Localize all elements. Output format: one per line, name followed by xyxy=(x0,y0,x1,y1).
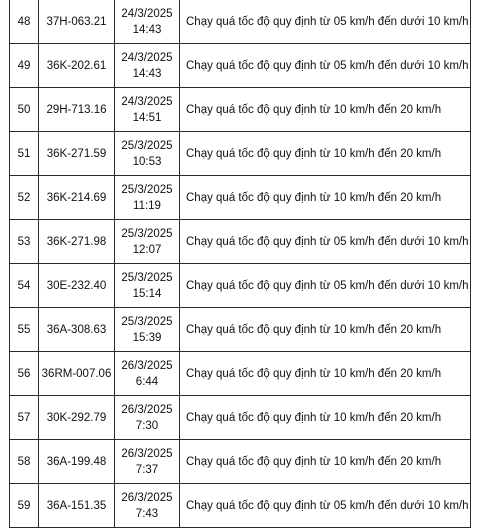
license-plate: 36A-151.35 xyxy=(39,484,115,528)
row-number: 59 xyxy=(10,484,39,528)
violation-description: Chạy quá tốc độ quy định từ 05 km/h đến dưới 10 km/h xyxy=(180,44,471,88)
table-row xyxy=(10,0,471,44)
row-number: 49 xyxy=(10,44,39,88)
violation-description: Chạy quá tốc độ quy định từ 05 km/h đến dưới 10 km/h xyxy=(180,264,471,308)
violation-time: 7:43 xyxy=(135,507,159,520)
violation-datetime xyxy=(115,0,180,44)
license-plate: 36A-308.63 xyxy=(39,308,115,352)
license-plate: 36K-271.59 xyxy=(39,132,115,176)
row-number: 52 xyxy=(10,176,39,220)
row-number: 51 xyxy=(10,132,39,176)
violation-time: 10:53 xyxy=(132,155,162,168)
table-row xyxy=(10,352,471,396)
table-row xyxy=(10,440,471,484)
violation-date: 26/3/2025 xyxy=(121,447,173,460)
violation-time: 15:39 xyxy=(132,331,162,344)
license-plate: 36RM-007.06 xyxy=(39,352,115,396)
row-number: 55 xyxy=(10,308,39,352)
violation-date: 25/3/2025 xyxy=(121,271,173,284)
violations-table xyxy=(9,0,471,528)
table-row xyxy=(10,44,471,88)
violation-datetime xyxy=(115,132,180,176)
violation-time: 15:14 xyxy=(132,287,162,300)
violation-datetime xyxy=(115,352,180,396)
row-number: 48 xyxy=(10,0,39,44)
violation-description: Chạy quá tốc độ quy định từ 10 km/h đến 20 km/h xyxy=(180,352,471,396)
violation-time: 7:30 xyxy=(135,419,159,432)
row-number: 56 xyxy=(10,352,39,396)
violation-description: Chạy quá tốc độ quy định từ 05 km/h đến dưới 10 km/h xyxy=(180,0,471,44)
table-row xyxy=(10,396,471,440)
violation-time: 6:44 xyxy=(135,375,159,388)
violation-datetime xyxy=(115,88,180,132)
license-plate: 36K-214.69 xyxy=(39,176,115,220)
violation-datetime xyxy=(115,264,180,308)
violation-description: Chạy quá tốc độ quy định từ 10 km/h đến 20 km/h xyxy=(180,132,471,176)
violation-date: 25/3/2025 xyxy=(121,139,173,152)
row-number: 54 xyxy=(10,264,39,308)
violation-description: Chạy quá tốc độ quy định từ 05 km/h đến dưới 10 km/h xyxy=(180,220,471,264)
table-row xyxy=(10,220,471,264)
violation-description: Chạy quá tốc độ quy định từ 10 km/h đến 20 km/h xyxy=(180,176,471,220)
row-number: 53 xyxy=(10,220,39,264)
table-row xyxy=(10,176,471,220)
violation-description: Chạy quá tốc độ quy định từ 10 km/h đến 20 km/h xyxy=(180,396,471,440)
violation-date: 25/3/2025 xyxy=(121,315,173,328)
license-plate: 36K-271.98 xyxy=(39,220,115,264)
violation-description: Chạy quá tốc độ quy định từ 05 km/h đến dưới 10 km/h xyxy=(180,484,471,528)
violation-date: 25/3/2025 xyxy=(121,183,173,196)
violation-date: 25/3/2025 xyxy=(121,227,173,240)
violation-date: 26/3/2025 xyxy=(121,491,173,504)
table-row xyxy=(10,484,471,528)
license-plate: 30K-292.79 xyxy=(39,396,115,440)
license-plate: 30E-232.40 xyxy=(39,264,115,308)
violation-time: 14:51 xyxy=(132,111,162,124)
violation-date: 26/3/2025 xyxy=(121,403,173,416)
table-row xyxy=(10,88,471,132)
violation-date: 24/3/2025 xyxy=(121,7,173,20)
license-plate: 37H-063.21 xyxy=(39,0,115,44)
row-number: 50 xyxy=(10,88,39,132)
violation-date: 26/3/2025 xyxy=(121,359,173,372)
violation-date: 24/3/2025 xyxy=(121,95,173,108)
violation-datetime xyxy=(115,176,180,220)
table-row xyxy=(10,264,471,308)
license-plate: 36A-199.48 xyxy=(39,440,115,484)
license-plate: 29H-713.16 xyxy=(39,88,115,132)
row-number: 58 xyxy=(10,440,39,484)
license-plate: 36K-202.61 xyxy=(39,44,115,88)
violation-date: 24/3/2025 xyxy=(121,51,173,64)
violation-datetime xyxy=(115,308,180,352)
violation-datetime xyxy=(115,220,180,264)
violation-time: 7:37 xyxy=(135,463,159,476)
violations-table-body xyxy=(10,0,471,528)
violation-description: Chạy quá tốc độ quy định từ 10 km/h đến 20 km/h xyxy=(180,88,471,132)
violation-datetime xyxy=(115,396,180,440)
table-row xyxy=(10,132,471,176)
violation-datetime xyxy=(115,440,180,484)
violation-time: 11:19 xyxy=(133,199,161,212)
violation-time: 12:07 xyxy=(132,243,162,256)
violation-time: 14:43 xyxy=(132,67,162,80)
violation-datetime xyxy=(115,44,180,88)
violation-datetime xyxy=(115,484,180,528)
table-row xyxy=(10,308,471,352)
violation-description: Chạy quá tốc độ quy định từ 10 km/h đến 20 km/h xyxy=(180,440,471,484)
violation-description: Chạy quá tốc độ quy định từ 10 km/h đến 20 km/h xyxy=(180,308,471,352)
violation-time: 14:43 xyxy=(132,23,162,36)
row-number: 57 xyxy=(10,396,39,440)
